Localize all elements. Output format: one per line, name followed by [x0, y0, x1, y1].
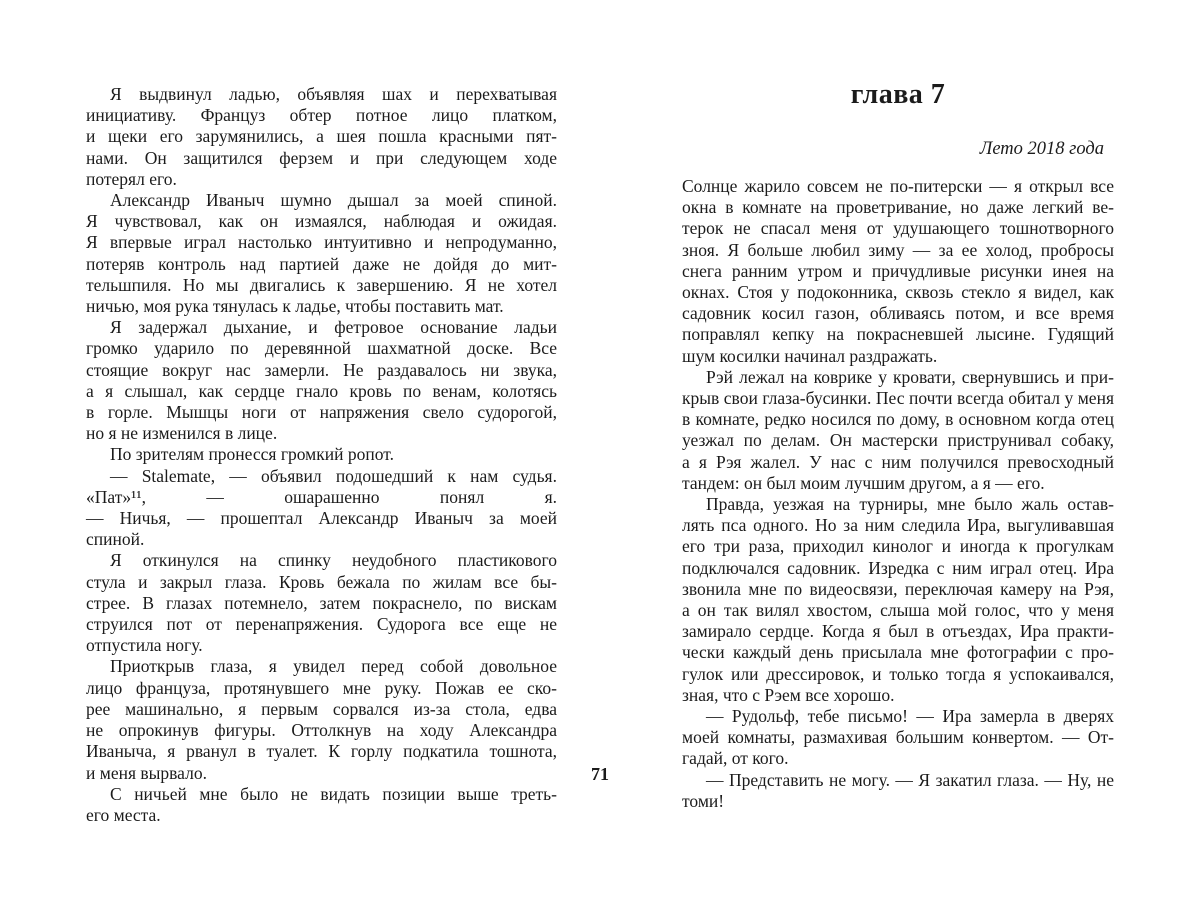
text-line: Александр Иваныч шумно дышал за моей спиной.: [110, 190, 557, 211]
text-line: а он так вилял хвостом, слыша мой голос, что у меня: [682, 600, 1114, 621]
paragraph: [86, 444, 557, 465]
text-line: спиной.: [86, 529, 145, 550]
text-line: терок не спасал меня от удушающего тошнотворного: [682, 218, 1114, 239]
text-line: — Рудольф, тебе письмо! — Ира замерла в дверях: [706, 706, 1114, 727]
text-line: По зрителям пронесся громкий ропот.: [110, 444, 394, 465]
page-right-text: [682, 176, 1114, 812]
text-line: Я откинулся на спинку неудобного пластикового: [110, 550, 557, 571]
text-line: окна в комнате на проветривание, но даже легкий ве-: [682, 197, 1114, 218]
text-line: тельшпиля. Но мы двигались к завершению. Я не хотел: [86, 274, 557, 295]
text-line: окнах. Стоя у подоконника, сквозь стекло я видел, как: [682, 282, 1114, 303]
paragraph: [682, 176, 1114, 367]
text-line: а я Рэя жалел. У нас с ним получился превосходный: [682, 451, 1114, 472]
text-line: моей комнаты, размахивая большим конвертом. — От-: [682, 727, 1114, 748]
text-line: стрее. В глазах потемнело, затем покраснело, по вискам: [86, 592, 557, 613]
text-line: и щеки его зарумянились, а шея пошла красными пят-: [86, 126, 557, 147]
text-line: шум косилки начинал раздражать.: [682, 345, 938, 366]
text-line: стоящие вокруг нас замерли. Не раздавалось ни звука,: [86, 359, 557, 380]
page-left-text: [86, 84, 557, 826]
text-line: подключался садовник. Изредка с ним играл отец. Ира: [682, 557, 1114, 578]
page-right: [682, 78, 1114, 812]
text-line: в горле. Мышцы ноги от напряжения свело судорогой,: [86, 402, 557, 423]
text-line: стула и закрыл глаза. Кровь бежала по жилам все бы-: [86, 571, 557, 592]
text-line: «Пат»¹¹, — ошарашенно понял я.: [86, 486, 557, 507]
text-line: Иваныча, я рванул в туалет. К горлу подкатила тошнота,: [86, 741, 557, 762]
text-line: а я слышал, как сердце гнало кровь по венам, колотясь: [86, 380, 557, 401]
text-line: в комнате, редко носился по дому, в основном когда отец: [682, 409, 1114, 430]
text-line: но я не изменился в лице.: [86, 423, 278, 444]
text-line: садовник косил газон, обливаясь потом, и все время: [682, 303, 1114, 324]
text-line: потерял его.: [86, 168, 177, 189]
page-left: [86, 84, 557, 826]
text-line: Правда, уезжая на турниры, мне было жаль остав-: [706, 494, 1114, 515]
text-line: замирало сердце. Когда я был в отъездах, Ира практи-: [682, 621, 1114, 642]
text-line: томи!: [682, 790, 725, 811]
text-line: ничью, моя рука тянулась к ладье, чтобы поставить мат.: [86, 296, 504, 317]
text-line: звонила мне по видеосвязи, переключая камеру на Рэя,: [682, 578, 1114, 599]
text-line: отпустила ногу.: [86, 635, 203, 656]
text-line: зная, что с Рэем все хорошо.: [682, 684, 895, 705]
text-line: уезжал по делам. Он мастерски приструнивал собаку,: [682, 430, 1114, 451]
text-line: потеряв контроль над партией даже не дойдя до мит-: [86, 253, 557, 274]
text-line: — Ничья, — прошептал Александр Иваныч за моей: [86, 508, 557, 529]
chapter-dateline: Лето 2018 года: [979, 139, 1104, 159]
text-line: Приоткрыв глаза, я увидел перед собой довольное: [110, 656, 557, 677]
text-line: тандем: он был моим лучшим другом, а я — его.: [682, 472, 1045, 493]
text-line: инициативу. Француз обтер потное лицо платком,: [86, 105, 557, 126]
text-line: гулок или дрессировок, и только тогда я успокаивался,: [682, 663, 1114, 684]
text-line: нами. Он защитился ферзем и при следующем ходе: [86, 147, 557, 168]
text-line: струился пот от перенапряжения. Судорога все еще не: [86, 614, 557, 635]
text-line: Я чувствовал, как он измаялся, наблюдая и ожидая.: [86, 211, 557, 232]
text-line: Я выдвинул ладью, объявляя шах и перехватывая: [110, 84, 557, 104]
text-line: поправлял кепку на покрасневшей лысине. Гудящий: [682, 324, 1114, 345]
text-line: лять пса одного. Но за ним следила Ира, выгуливавшая: [682, 515, 1114, 536]
text-line: зноя. Я больше любил зиму — за ее холод, пробросы: [682, 239, 1114, 260]
paragraph: [682, 706, 1114, 770]
paragraph: [86, 317, 557, 444]
text-line: — Представить не могу. — Я закатил глаза. — Ну, не: [706, 769, 1114, 790]
text-line: чески каждый день присылала мне фотографии с про-: [682, 642, 1114, 663]
text-line: рее машинально, я первым сорвался из-за стола, едва: [86, 698, 557, 719]
text-line: Я задержал дыхание, и фетровое основание ладьи: [110, 317, 557, 338]
text-line: лицо француза, протянувшего мне руку. Пожав ее ско-: [86, 677, 557, 698]
text-line: Я впервые играл настолько интуитивно и непродуманно,: [86, 232, 557, 253]
paragraph: [682, 367, 1114, 494]
text-line: крыв свои глаза-бусинки. Пес почти всегда обитал у меня: [682, 388, 1114, 409]
text-line: Рэй лежал на коврике у кровати, свернувшись и при-: [706, 366, 1114, 387]
chapter-heading: глава 7: [850, 79, 946, 110]
text-line: его места.: [86, 804, 161, 825]
text-line: снега ранним утром и причудливые рисунки инея на: [682, 260, 1114, 281]
text-line: Солнце жарило совсем не по-питерски — я открыл все: [682, 176, 1114, 196]
paragraph: [86, 84, 557, 190]
text-line: — Stalemate, — объявил подошедший к нам судья.: [110, 465, 557, 486]
paragraph: [86, 550, 557, 656]
text-line: громко ударило по деревянной шахматной доске. Все: [86, 338, 557, 359]
paragraph: [682, 494, 1114, 706]
paragraph: [86, 190, 557, 317]
paragraph: [86, 784, 557, 826]
text-line: его три раза, приходил кинолог и иногда к прогулкам: [682, 536, 1114, 557]
text-line: не опрокинув фигуры. Оттолкнув на ходу Александра: [86, 720, 557, 741]
page-number: 71: [591, 764, 609, 784]
text-line: и меня вырвало.: [86, 762, 207, 783]
text-line: С ничьей мне было не видать позиции выше треть-: [110, 783, 557, 804]
paragraph: [86, 466, 557, 551]
text-line: гадай, от кого.: [682, 748, 789, 769]
